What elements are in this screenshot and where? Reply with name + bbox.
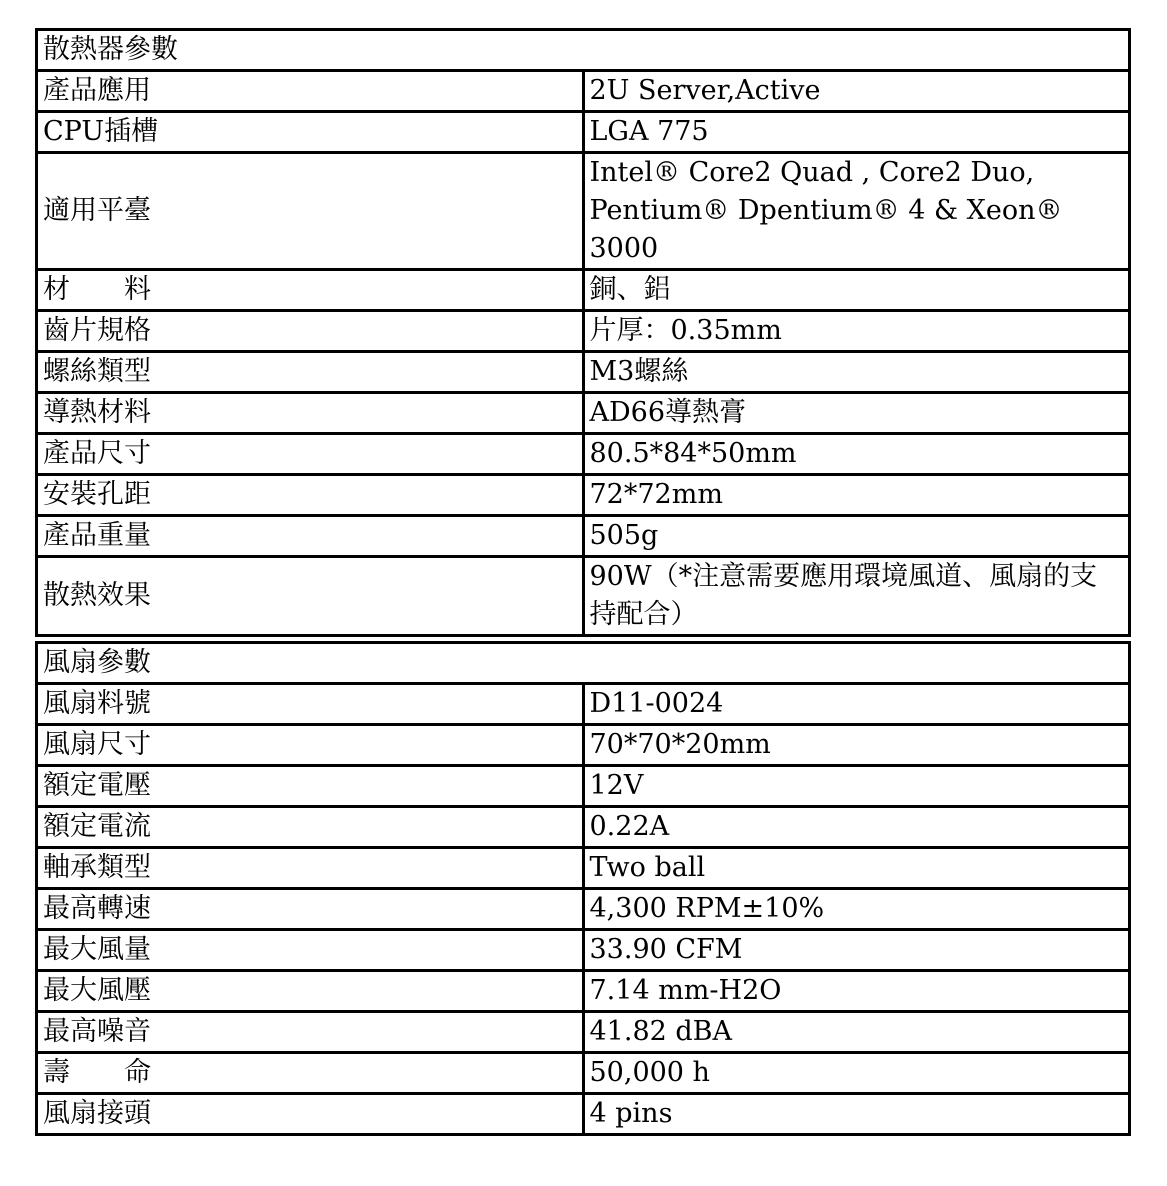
table-row xyxy=(37,725,1130,766)
table-row xyxy=(37,270,1130,311)
table-row xyxy=(37,930,1130,971)
row-label: 導熱材料 xyxy=(37,393,584,434)
row-value: 70*70*20mm xyxy=(583,725,1130,766)
row-label: 螺絲類型 xyxy=(37,352,584,393)
row-label: 產品尺寸 xyxy=(37,434,584,475)
row-value: 片厚：0.35mm xyxy=(583,311,1130,352)
table-header-row xyxy=(37,643,1130,684)
row-label: 風扇接頭 xyxy=(37,1094,584,1135)
table-header-row xyxy=(37,30,1130,71)
table-row xyxy=(37,1094,1130,1135)
row-value: 505g xyxy=(583,516,1130,557)
table-row xyxy=(37,475,1130,516)
row-value: D11-0024 xyxy=(583,684,1130,725)
row-value: M3螺絲 xyxy=(583,352,1130,393)
table-row xyxy=(37,807,1130,848)
table-row xyxy=(37,766,1130,807)
table-row xyxy=(37,848,1130,889)
fan-title: 風扇參數 xyxy=(37,643,1130,684)
row-value: 33.90 CFM xyxy=(583,930,1130,971)
table-row xyxy=(37,393,1130,434)
row-label: 額定電壓 xyxy=(37,766,584,807)
row-label: 最大風量 xyxy=(37,930,584,971)
row-value: 12V xyxy=(583,766,1130,807)
row-label: 產品重量 xyxy=(37,516,584,557)
row-label: 產品應用 xyxy=(37,71,584,112)
row-value: 銅、鋁 xyxy=(583,270,1130,311)
heatsink-spec-table xyxy=(35,28,1131,637)
row-label: 最高噪音 xyxy=(37,1012,584,1053)
fan-spec-table xyxy=(35,641,1131,1136)
row-value: 90W（*注意需要應用環境風道、風扇的支持配合） xyxy=(583,557,1130,636)
table-row xyxy=(37,1012,1130,1053)
table-row xyxy=(37,434,1130,475)
table-row xyxy=(37,71,1130,112)
table-row xyxy=(37,352,1130,393)
row-label: CPU插槽 xyxy=(37,112,584,153)
row-value: 4 pins xyxy=(583,1094,1130,1135)
row-label: 風扇料號 xyxy=(37,684,584,725)
table-row xyxy=(37,112,1130,153)
row-value: LGA 775 xyxy=(583,112,1130,153)
row-label: 齒片規格 xyxy=(37,311,584,352)
row-value: Intel® Core2 Quad , Core2 Duo, Pentium® Dpentium® 4 & Xeon® 3000 xyxy=(583,153,1130,270)
row-label: 最大風壓 xyxy=(37,971,584,1012)
row-label: 最高轉速 xyxy=(37,889,584,930)
table-row xyxy=(37,1053,1130,1094)
row-value: 0.22A xyxy=(583,807,1130,848)
row-label: 軸承類型 xyxy=(37,848,584,889)
row-label: 散熱效果 xyxy=(37,557,584,636)
table-row xyxy=(37,311,1130,352)
row-value: Two ball xyxy=(583,848,1130,889)
table-row xyxy=(37,557,1130,636)
row-value: 4,300 RPM±10% xyxy=(583,889,1130,930)
table-row xyxy=(37,889,1130,930)
row-value: AD66導熱膏 xyxy=(583,393,1130,434)
row-label: 風扇尺寸 xyxy=(37,725,584,766)
table-row xyxy=(37,971,1130,1012)
row-label: 額定電流 xyxy=(37,807,584,848)
table-row xyxy=(37,516,1130,557)
table-row xyxy=(37,684,1130,725)
row-value: 2U Server,Active xyxy=(583,71,1130,112)
row-value: 7.14 mm-H2O xyxy=(583,971,1130,1012)
table-row xyxy=(37,153,1130,270)
row-label: 壽 命 xyxy=(37,1053,584,1094)
heatsink-title: 散熱器參數 xyxy=(37,30,1130,71)
row-value: 80.5*84*50mm xyxy=(583,434,1130,475)
row-value: 72*72mm xyxy=(583,475,1130,516)
row-label: 適用平臺 xyxy=(37,153,584,270)
row-value: 41.82 dBA xyxy=(583,1012,1130,1053)
row-value: 50,000 h xyxy=(583,1053,1130,1094)
row-label: 材 料 xyxy=(37,270,584,311)
row-label: 安裝孔距 xyxy=(37,475,584,516)
